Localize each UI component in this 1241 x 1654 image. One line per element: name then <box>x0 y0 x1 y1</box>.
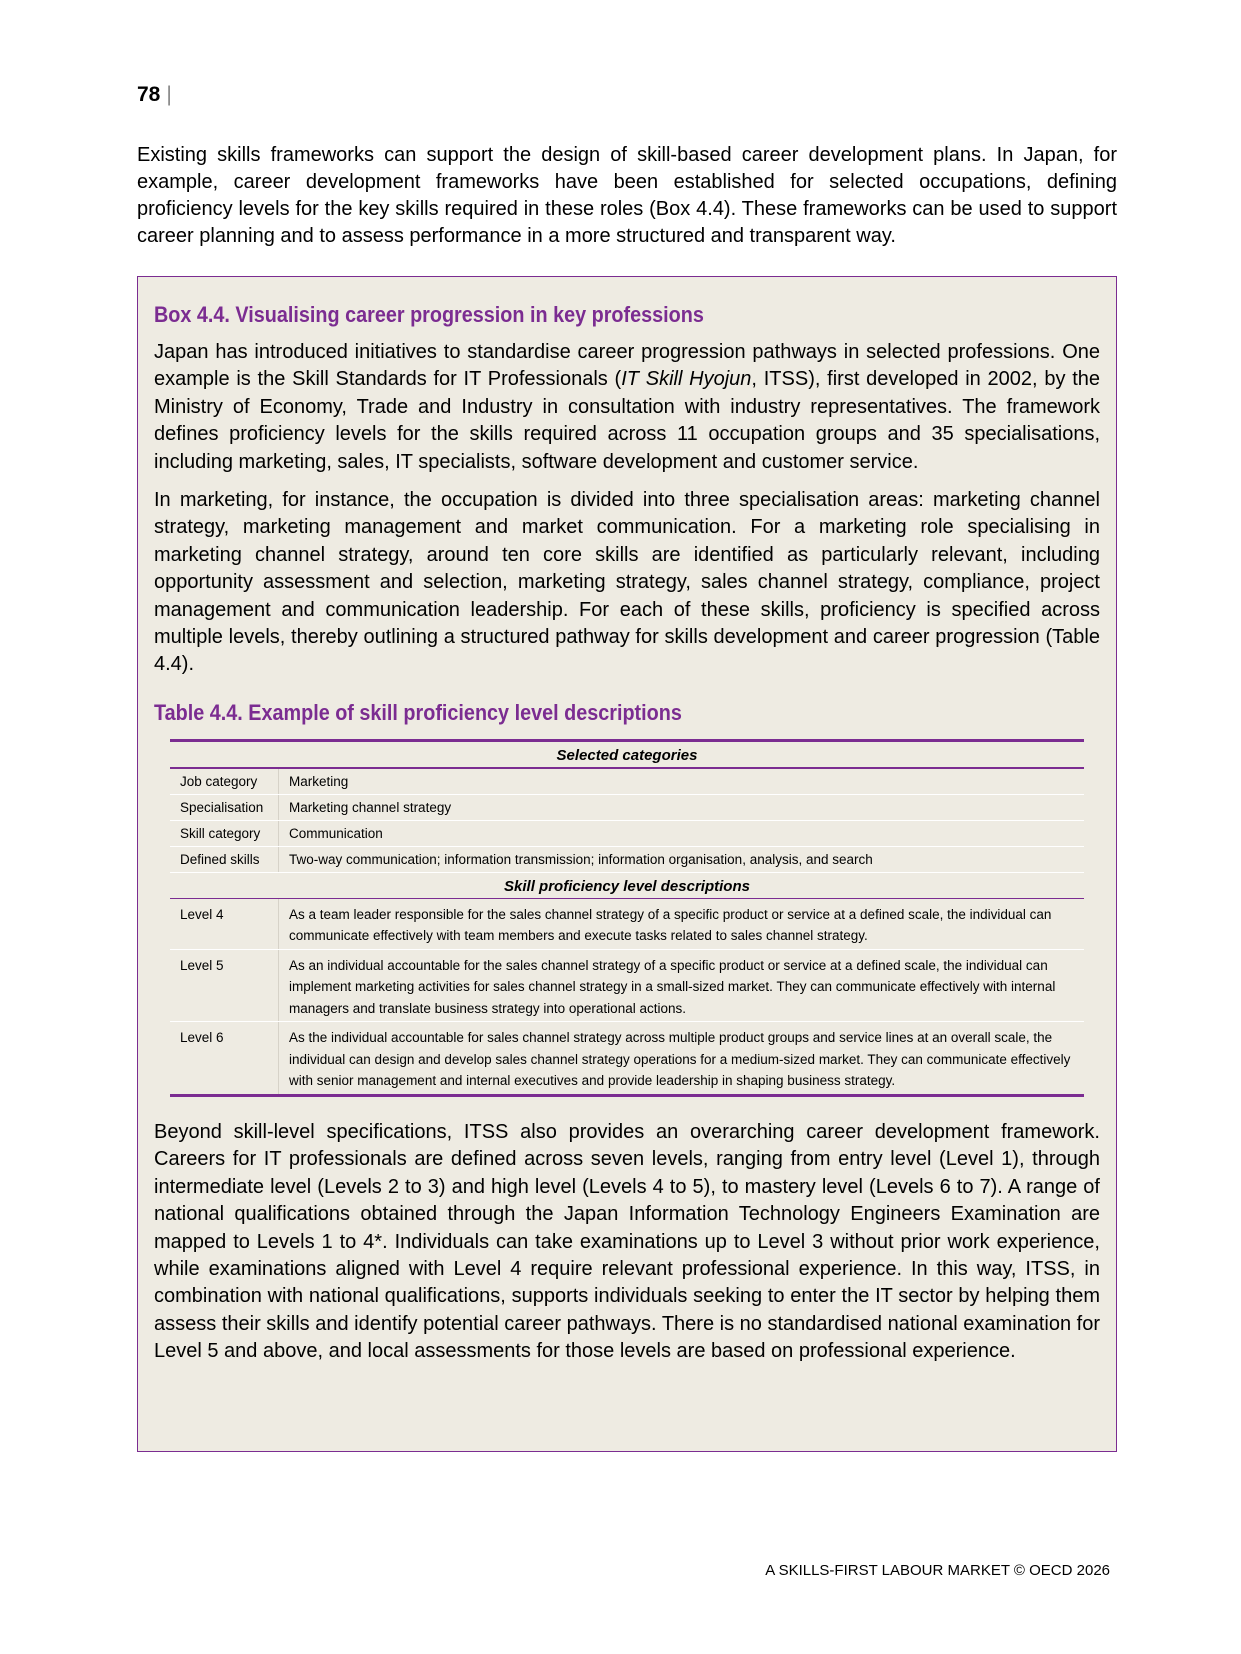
level-label: Level 4 <box>170 898 279 949</box>
row-value: Communication <box>279 820 1085 846</box>
level-description: As an individual accountable for the sales channel strategy of a specific product or service at a defined scale, the individual can implement marketing activities for sales channel strategy in a small-sized market. They can communicate effectively with internal managers and translate business strategy into operational actions. <box>279 949 1085 1022</box>
table-row <box>170 768 1084 795</box>
table-row <box>170 949 1084 1022</box>
section-selected-categories: Selected categories <box>170 740 1084 768</box>
level-description: As a team leader responsible for the sales channel strategy of a specific product or service at a defined scale, the individual can communicate effectively with team members and execute tasks related to sales channel strategy. <box>279 898 1085 949</box>
row-label: Defined skills <box>170 846 279 872</box>
row-label: Specialisation <box>170 794 279 820</box>
box-paragraph-2: In marketing, for instance, the occupation is divided into three specialisation areas: marketing channel strategy, marketing management and market communication. For a marketing role specialising in marketing channel strategy, around ten core skills are identified as particularly relevant, including opportunity assessment and selection, marketing strategy, sales channel strategy, compliance, project management and communication leadership. For each of these skills, proficiency is specified across multiple levels, thereby outlining a structured pathway for skills development and career progression (Table 4.4). <box>154 489 1100 676</box>
level-label: Level 6 <box>170 1022 279 1096</box>
row-label: Job category <box>170 768 279 795</box>
box-paragraph-3: Beyond skill-level specifications, ITSS also provides an overarching career development framework. Careers for IT professionals are defined across seven levels, ranging from entry level (Level 1), through intermediate level (Levels 2 to 3) and high level (Levels 4 to 5), to mastery level (Levels 6 to 7). A range of national qualifications obtained through the Japan Information Technology Engineers Examination are mapped to Levels 1 to 4*. Individuals can take examinations up to Level 3 without prior work experience, while examinations aligned with Level 4 require relevant professional experience. In this way, ITSS, in combination with national qualifications, supports individuals seeking to enter the IT sector by helping them assess their skills and identify potential career pathways. There is no standardised national examination for Level 5 and above, and local assessments for those levels are based on professional experience. <box>154 1120 1100 1363</box>
box-title: Box 4.4. Visualising career progression in key professions <box>154 302 704 327</box>
table-section-header <box>170 740 1084 768</box>
row-label: Skill category <box>170 820 279 846</box>
box-paragraph-1-part-a: Japan has introduced initiatives to standardise career progression pathways in selected professions. One example is the Skill Standards for IT Professionals ( <box>154 341 1100 391</box>
box-paragraph-1 <box>154 339 1100 476</box>
page-footer: A SKILLS-FIRST LABOUR MARKET © OECD 2026 <box>765 1562 1110 1579</box>
table-row <box>170 898 1084 949</box>
row-value: Marketing channel strategy <box>279 794 1085 820</box>
table-row <box>170 846 1084 872</box>
table-row <box>170 820 1084 846</box>
level-description: As the individual accountable for sales channel strategy across multiple product groups and service lines at an overall scale, the individual can design and develop sales channel strategy operations for a medium-sized market. They can communicate effectively with senior management and internal executives and provide leadership in shaping business strategy. <box>279 1022 1085 1096</box>
row-value: Marketing <box>279 768 1085 795</box>
box-paragraph-1-part-b: , ITSS), first developed in 2002, by the Ministry of Economy, Trade and Industry in consultation with industry representatives. The framework defines proficiency levels for the skills required across 11 occupation groups and 35 specialisations, including marketing, sales, IT specialists, software development and customer service. <box>154 368 1101 473</box>
table-row <box>170 1022 1084 1096</box>
table-title: Table 4.4. Example of skill proficiency level descriptions <box>154 699 682 725</box>
table-row <box>170 794 1084 820</box>
section-proficiency-levels: Skill proficiency level descriptions <box>170 872 1084 898</box>
table-section-header <box>170 872 1084 898</box>
page-number-separator: | <box>166 83 172 106</box>
page-number-value: 78 <box>137 83 161 106</box>
row-value: Two-way communication; information transmission; information organisation, analysis, and search <box>279 846 1085 872</box>
level-label: Level 5 <box>170 949 279 1022</box>
skill-proficiency-table <box>170 739 1084 1097</box>
page-number <box>137 82 172 108</box>
box-paragraph-1-italic: IT Skill Hyojun <box>621 368 752 391</box>
box-4-4 <box>137 276 1117 1452</box>
intro-paragraph: Existing skills frameworks can support the design of skill-based career development plans. In Japan, for example, career development frameworks have been established for selected occupations, defining proficiency levels for the key skills required in these roles (Box 4.4). These frameworks can be used to support career planning and to assess performance in a more structured and transparent way. <box>137 144 1117 247</box>
